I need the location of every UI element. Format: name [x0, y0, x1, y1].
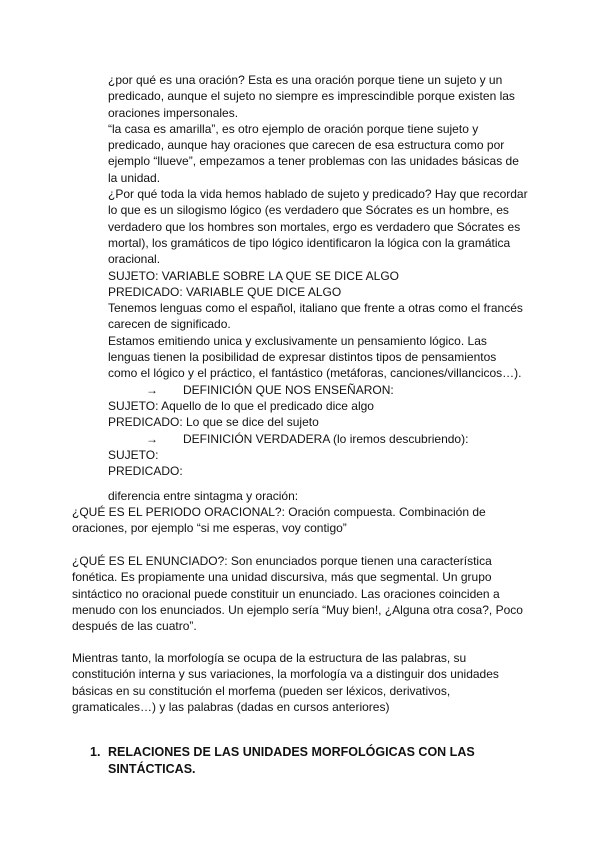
enunciado-paragraph	[72, 553, 532, 634]
paragraph-lenguas: Tenemos lenguas como el español, italiano que frente a otras como el francés carecen de significado.	[108, 301, 523, 332]
arrow-icon: →	[146, 431, 158, 446]
paragraph-por-que-oracion: ¿por qué es una oración? Esta es una oración porque tiene un sujeto y un predicado, aunque el sujeto no siempre es imprescindible porque existen las oraciones impersonales.	[108, 73, 515, 120]
periodo-oracional-paragraph	[72, 504, 532, 537]
arrow-icon: →	[146, 382, 158, 397]
definicion-ensenaron-title: DEFINICIÓN QUE NOS ENSEÑARON:	[183, 382, 394, 397]
paragraph-pensamiento-logico: Estamos emitiendo unica y exclusivamente un pensamiento lógico. Las lenguas tienen la posibilidad de expresar distintos tipos de pensamientos como el lógico y el práctico, el fantástico (metáforas, canciones/villancicos…).	[108, 333, 522, 381]
periodo-oracional-text: ¿QUÉ ES EL PERIODO ORACIONAL?: Oración compuesta. Combinación de oraciones, por ejemplo “si me esperas, voy contigo”	[72, 505, 486, 536]
sujeto-verdadero: SUJETO:	[108, 447, 159, 462]
predicado-verdadero: PREDICADO:	[108, 464, 183, 479]
predicado-definition: PREDICADO: Lo que se dice del sujeto	[108, 415, 319, 430]
enunciado-text: ¿QUÉ ES EL ENUNCIADO?: Son enunciados porque tienen una característica fonética. Es propiamente una unidad discursiva, más que segmental. Un grupo sintáctico no oracional puede constituir un enunciado. Las oraciones coinciden a menudo con los enunciados. Un ejemplo sería “Muy bien!, ¿Alguna otra cosa?, Poco después de las cuatro”.	[72, 554, 523, 634]
definicion-ensenaron-line	[108, 382, 528, 398]
paragraph-sujeto-predicado: ¿Por qué toda la vida hemos hablado de sujeto y predicado? Hay que recordar lo que es un silogismo lógico (es verdadero que Sócrates es un hombre, es verdadero que los hombres son mortales, ergo es verdadero que Sócrates es mortal), los gramáticos de tipo lógico identificaron la lógica con la gramática oracional.	[108, 187, 528, 267]
morfologia-text: Mientras tanto, la morfología se ocupa de la estructura de las palabras, su constitución interna y sus variaciones, la morfología va a distinguir dos unidades básicas en su constitución el morfema (pueden ser léxicos, derivativos, gramaticales…) y las palabras (dadas en cursos anteriores)	[72, 651, 499, 714]
diferencia-line	[108, 488, 528, 504]
definicion-verdadera-title: DEFINICIÓN VERDADERA (lo iremos descubriendo):	[183, 431, 469, 446]
indented-paragraphs	[108, 72, 528, 479]
sujeto-variable-line: SUJETO: VARIABLE SOBRE LA QUE SE DICE ALGO	[108, 268, 399, 283]
section-title: RELACIONES DE LAS UNIDADES MORFOLÓGICAS CON LAS SINTÁCTICAS.	[108, 745, 475, 776]
sujeto-definition: SUJETO: Aquello de lo que el predicado dice algo	[108, 398, 374, 413]
morfologia-paragraph	[72, 650, 532, 715]
predicado-variable-line: PREDICADO: VARIABLE QUE DICE ALGO	[108, 284, 342, 299]
diferencia-text: diferencia entre sintagma y oración:	[108, 489, 299, 503]
definicion-verdadera-line	[108, 431, 528, 447]
section-number: 1.	[90, 745, 101, 759]
paragraph-casa-amarilla: “la casa es amarilla”, es otro ejemplo de oración porque tiene sujeto y predicado, aunque hay oraciones que carecen de esa estructura como por ejemplo “llueve”, empezamos a tener problemas con las unidades básicas de la unidad.	[108, 121, 519, 185]
